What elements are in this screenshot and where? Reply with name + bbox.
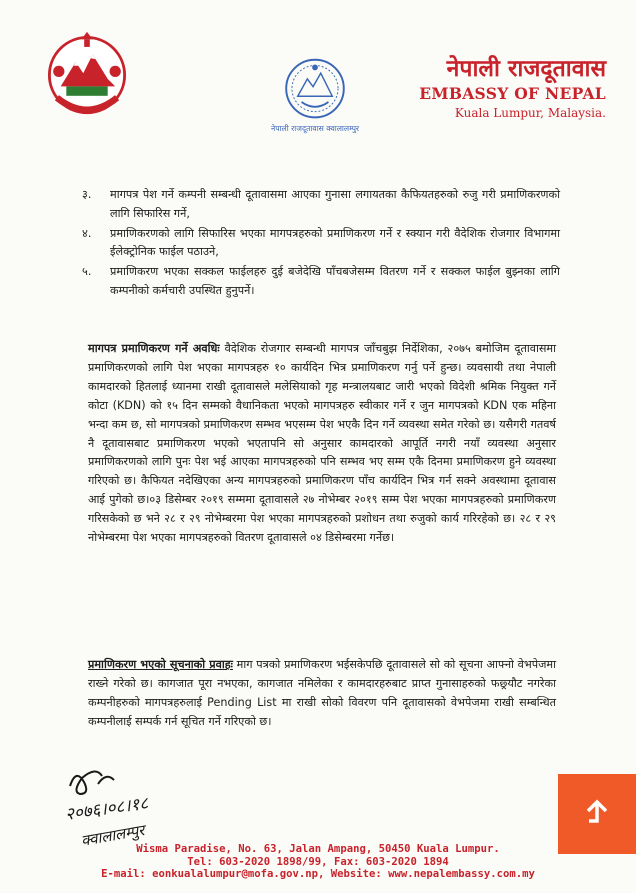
- list-item-number: ४.: [82, 226, 92, 240]
- list-item: [60, 263, 560, 301]
- footer-address: Wisma Paradise, No. 63, Jalan Ampang, 50450 Kuala Lumpur.: [136, 843, 500, 855]
- embassy-name-english: EMBASSY OF NEPAL: [419, 84, 606, 103]
- notification-paragraph: [88, 656, 556, 732]
- verification-period-paragraph: [88, 340, 556, 548]
- paragraph-text: माग पत्रको प्रमाणिकरण भईसकेपछि दूतावासले सो को सूचना आफ्नो वेभपेजमा राख्ने गरेको छ। कागजात पूरा नभएका, कागजात नमिलेका र कामदारहरुबाट प्राप्त गुनासाहरुको फछ्र्यौट नगरेका कम्पनीहरुको मागपत्रहरुलाई Pending List मा राखी सोको विवरण पनि दूतावासको वेभपेजमा राखी सम्बन्धित कम्पनीलाई सम्पर्क गर्न सूचित गर्ने गरिएको छ।: [88, 658, 556, 728]
- handwritten-signature: [62, 764, 202, 854]
- signature-place: क्वालालम्पुर: [79, 821, 146, 850]
- list-item-text: प्रमाणिकरण भएका सक्कल फाईलहरु दुई बजेदेखि पाँचबजेसम्म वितरण गर्ने र सक्कल फाईल बुझ्नका लागि कम्पनीको कर्मचारी उपस्थित हुनुपर्ने।: [110, 265, 560, 297]
- scroll-to-top-button[interactable]: [558, 774, 636, 854]
- embassy-stamp-icon: [270, 54, 360, 150]
- list-item-number: ५.: [82, 265, 92, 279]
- footer-phone: Tel: 603-2020 1898/99, Fax: 603-2020 1894: [187, 856, 449, 868]
- embassy-letterhead: [419, 54, 606, 122]
- nepal-coat-of-arms-icon: [40, 30, 134, 124]
- stamp-text: नेपाली राजदूतावास क्वालालम्पुर: [270, 123, 360, 133]
- embassy-location: Kuala Lumpur, Malaysia.: [454, 106, 606, 120]
- list-item-text: मागपत्र पेश गर्ने कम्पनी सम्बन्धी दूतावासमा आएका गुनासा लगायतका कैफियतहरुको रुजु गरी प्रमाणिकरणको लागि सिफारिस गर्ने,: [110, 188, 560, 220]
- list-item-number: ३.: [82, 188, 92, 201]
- arrow-up-icon: [584, 799, 610, 829]
- footer-contact: E-mail: eonkualalumpur@mofa.gov.np, Website: www.nepalembassy.com.my: [101, 868, 535, 880]
- list-item-text: प्रमाणिकरणको लागि सिफारिस भएका मागपत्रहरुको प्रमाणिकरण गर्ने र स्क्यान गरी वैदेशिक रोजगार विभागमा ईलेक्ट्रोनिक फाईल पठाउने,: [110, 226, 560, 259]
- paragraph-text: वैदेशिक रोजगार सम्बन्धी मागपत्र जाँचबुझ निर्देशिका, २०७५ बमोजिम दूतावासमा प्रमाणिकरणको लागि पेश भएका मागपत्रहरु १० कार्यदिन भित्र प्रमाणिकरण गर्नु पर्ने हुन्छ। व्यवसायी तथा नेपाली कामदारको हितलाई ध्यानमा राखी दूतावासले मलेसियाको गृह मन्त्रालयबाट जारी भएको विदेशी श्रमिक नियुक्त गर्ने कोटा (KDN) को १५ दिन सम्मको वैधानिकता भएको मागपत्रहरु स्वीकार गर्ने र जुन मागपत्रको KDN एक महिना भन्दा कम छ, सो मागपत्रको प्रमाणिकरण सम्भव भएसम्म पेश भएकै दिन गर्ने व्यवस्था समेत गरेको छ। यसैगरी गतवर्ष नै दूतावासबाट प्रमाणिकरण भएको भएतापनि सो अनुसार कामदारको आपूर्ति नगरी नयाँ व्यवस्था अनुसार प्रमाणिकरणको लागि पुनः पेश भई आएका मागपत्रहरुको पनि सम्भव भए सम्म एकै दिनमा प्रमाणिकरण हुने व्यवस्था गरिएको छ। कैफियत नदेखिएका अन्य मागपत्रहरुको प्रमाणिकरण पाँच कार्यदिन भित्र गर्न सक्ने अवस्थामा दूतावास आई पुगेको छ।०३ डिसेम्बर २०१९ सम्ममा दूतावासले २७ नोभेम्बर २०१९ सम्म पेश भएका मागपत्रहरुको प्रमाणिकरण गरिसकेको छ भने २८ र २९ नोभेम्बरमा पेश भएका मागपत्रहरुको प्रशोधन तथा रुजुको कार्य गरिरहेको छ। २८ र २९ नोभेम्बरमा पेश भएका मागपत्रहरुको वितरण दूतावासले ०४ डिसेम्बरमा गर्नेछ।: [88, 342, 556, 545]
- paragraph-lead: मागपत्र प्रमाणिकरण गर्ने अवधिः: [88, 342, 220, 355]
- list-item: [60, 186, 560, 224]
- list-item: [60, 225, 560, 263]
- numbered-list: [60, 186, 560, 302]
- signature-date: २०७६।०८।१८: [63, 793, 150, 825]
- embassy-name-nepali: नेपाली राजदूतावास: [446, 56, 606, 82]
- paragraph-lead: प्रमाणिकरण भएको सूचनाको प्रवाहः: [88, 658, 233, 671]
